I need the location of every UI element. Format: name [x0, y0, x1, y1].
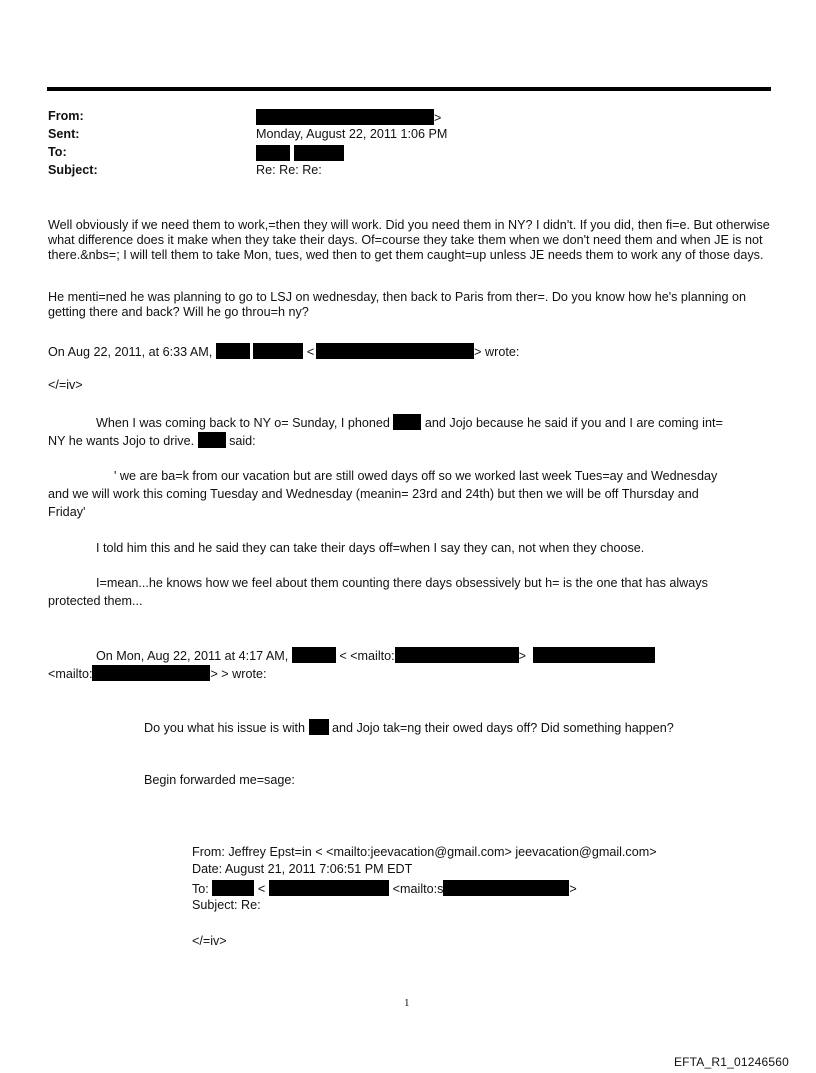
redaction: [256, 145, 290, 161]
document-id-footer: EFTA_R1_01246560: [673, 1055, 789, 1069]
redaction: [294, 145, 344, 161]
div-close-tag-1: </=iv>: [48, 378, 83, 392]
forwarded-subject: Subject: Re:: [192, 898, 261, 912]
quote-paragraph-4-line-1: I=mean...he knows how we feel about them counting there days obsessively but h= is the one that has always: [96, 576, 708, 590]
redaction: [292, 647, 336, 663]
body-paragraph-1: Well obviously if we need them to work,=then they will work. Did you need them in NY? I didn't. If you did, then fi=e. But otherwise what difference does it make when they take their days. Of=course they take them when we don't need them and when JE is not there.&nbs=; I will tell them to take Mon, tues, wed then to get them caught=up unless JE needs them to work any of those days.: [48, 218, 770, 262]
forwarded-to: To: < <mailto:s >: [192, 882, 577, 896]
quote-paragraph-2-line-2: and we will work this coming Tuesday and Wednesday (meanin= 23rd and 24th) but then we will be off Thursday and: [48, 487, 699, 501]
redaction: [216, 343, 250, 359]
redaction: [269, 880, 389, 896]
reply-attribution-aug22: On Aug 22, 2011, at 6:33 AM, < > wrote:: [48, 345, 520, 359]
sent-value: Monday, August 22, 2011 1:06 PM: [256, 127, 448, 141]
forwarded-date: Date: August 21, 2011 7:06:51 PM EDT: [192, 862, 413, 876]
redaction: [198, 432, 226, 448]
to-value: [256, 145, 344, 162]
quote-paragraph-2-line-3: Friday': [48, 505, 86, 519]
from-label: From:: [48, 109, 84, 123]
reply-attribution-mon-line-2: <mailto: > > wrote:: [48, 667, 267, 681]
div-close-tag-2: </=iv>: [192, 934, 227, 948]
body-paragraph-2: He menti=ned he was planning to go to LSJ on wednesday, then back to Paris from ther=. Do you know how he's planning on getting there and back? Will he go throu=h ny?: [48, 290, 747, 319]
inner-question: Do you what his issue is with and Jojo tak=ng their owed days off? Did something happen?: [144, 721, 674, 735]
redaction: [393, 414, 421, 430]
to-label: To:: [48, 145, 67, 159]
redaction: [533, 647, 655, 663]
subject-value: Re: Re: Re:: [256, 163, 322, 177]
quote-paragraph-3: I told him this and he said they can take their days off=when I say they can, not when they choose.: [96, 541, 645, 555]
begin-forwarded-label: Begin forwarded me=sage:: [144, 773, 295, 787]
page-number: 1: [404, 997, 410, 1009]
redaction: [309, 719, 329, 735]
redaction: [212, 880, 254, 896]
redaction: [316, 343, 474, 359]
quote-line-1: When I was coming back to NY o= Sunday, I phoned and Jojo because he said if you and I are coming int=: [96, 416, 723, 430]
redaction: [92, 665, 210, 681]
from-suffix: >: [434, 111, 442, 125]
from-value: [256, 109, 441, 126]
redaction: [443, 880, 569, 896]
redaction: [395, 647, 519, 663]
reply-attribution-mon: On Mon, Aug 22, 2011 at 4:17 AM, < <mailto: >: [96, 647, 655, 664]
sent-label: Sent:: [48, 127, 80, 141]
redaction: [256, 109, 434, 125]
quote-paragraph-4-line-2: protected them...: [48, 594, 143, 608]
header-rule: [47, 87, 771, 91]
subject-label: Subject:: [48, 163, 98, 177]
quote-paragraph-2-line-1: ' we are ba=k from our vacation but are still owed days off so we worked last week Tues=ay and Wednesday: [114, 469, 718, 483]
forwarded-from: From: Jeffrey Epst=in < <mailto:jeevacation@gmail.com> jeevacation@gmail.com>: [192, 845, 657, 859]
quote-line-2: NY he wants Jojo to drive. said:: [48, 434, 256, 448]
redaction: [253, 343, 303, 359]
